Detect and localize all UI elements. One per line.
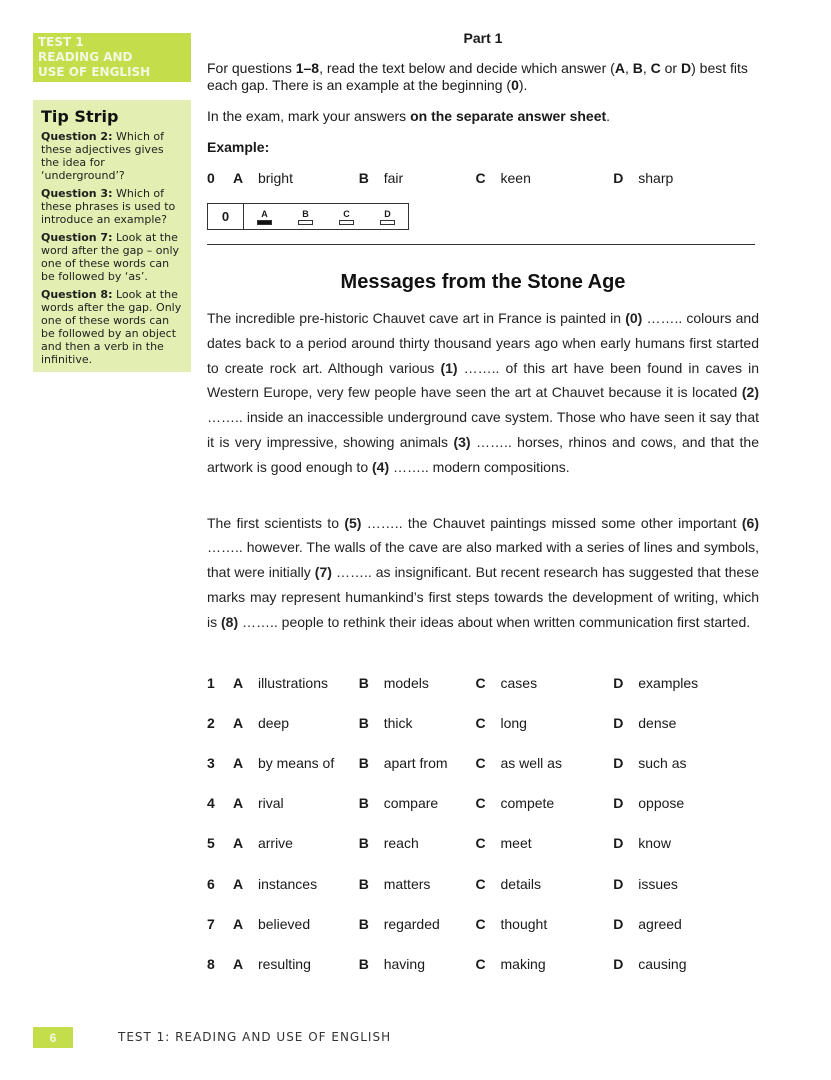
instr-bold: C xyxy=(650,60,661,76)
answer-option-d xyxy=(367,209,408,225)
gap-number: (3) xyxy=(453,433,471,450)
question-row xyxy=(207,944,759,984)
paragraph-text: …….. modern compositions. xyxy=(389,458,570,475)
option-letter: C xyxy=(475,915,486,932)
option-d xyxy=(613,755,759,771)
option-a xyxy=(233,916,359,932)
option-d xyxy=(613,795,759,811)
option-letter: A xyxy=(232,755,244,772)
option-word: keen xyxy=(500,170,531,186)
tip-text: Look at the word after the gap – only one of these words can be followed by ‘as’. xyxy=(41,231,180,283)
option-letter: A xyxy=(232,875,244,892)
question-number: 8 xyxy=(207,955,215,972)
answer-letter: D xyxy=(384,208,391,219)
question-number: 2 xyxy=(207,714,215,731)
option-b xyxy=(359,755,476,771)
question-row xyxy=(207,783,759,823)
answer-letter: B xyxy=(302,208,309,219)
option-word: models xyxy=(383,674,429,691)
article-title: Messages from the Stone Age xyxy=(340,271,626,293)
tip-strip-title: Tip Strip xyxy=(41,107,119,126)
badge-line: READING AND xyxy=(38,50,133,64)
question-number: 1 xyxy=(207,674,215,691)
option-word: arrive xyxy=(257,835,293,852)
instr-text: ). xyxy=(518,77,528,93)
option-letter: C xyxy=(475,714,486,731)
instr-text: , read the text below and decide which answer ( xyxy=(319,60,615,76)
option-b xyxy=(359,956,476,972)
tip-question: Question 8: xyxy=(41,288,113,301)
option-c xyxy=(476,876,614,892)
option-word: instances xyxy=(257,875,318,892)
option-b xyxy=(359,876,476,892)
paragraph-text: …….. as insignificant. But recent research has suggested that these marks may represent humankind’s first steps towards the development of writing, which is xyxy=(207,564,759,630)
option-a xyxy=(233,956,359,972)
option-c xyxy=(476,755,614,771)
option-c xyxy=(476,956,614,972)
tip-text: Which of these adjectives gives the idea for ‘underground’? xyxy=(41,130,165,182)
tip-item xyxy=(41,187,185,226)
option-word: illustrations xyxy=(257,674,328,691)
instr-bold: D xyxy=(680,60,692,76)
option-word: thought xyxy=(500,915,548,932)
option-letter: C xyxy=(475,835,486,852)
instr-text: or xyxy=(660,60,681,76)
question-number: 4 xyxy=(207,795,215,812)
paragraph-text: …….. people to rethink their ideas about when written communication first started. xyxy=(238,613,751,630)
option-letter: D xyxy=(613,835,624,852)
option-letter: C xyxy=(475,875,486,892)
question-row xyxy=(207,703,759,743)
page-number: 6 xyxy=(33,1027,73,1048)
option-word: bright xyxy=(257,170,293,186)
gap-number: (6) xyxy=(741,514,760,531)
paragraph-text: …….. horses, rhinos and cows, and that the artwork is good enough to xyxy=(207,433,759,475)
option-c xyxy=(476,835,614,851)
instr-text: For questions xyxy=(207,60,296,76)
option-d xyxy=(613,956,759,972)
instr-bold: 1–8 xyxy=(295,60,320,76)
instr-bold: B xyxy=(632,60,643,76)
option-word: know xyxy=(638,835,671,852)
option-word: thick xyxy=(383,714,413,731)
question-row xyxy=(207,743,759,783)
note-text: In the exam, mark your answers xyxy=(207,108,411,124)
option-word: dense xyxy=(638,714,677,731)
option-c xyxy=(476,916,614,932)
option-a xyxy=(233,795,359,811)
main-content xyxy=(207,30,759,984)
example-label: Example: xyxy=(207,139,270,155)
question-row xyxy=(207,904,759,944)
option-b xyxy=(359,170,476,186)
option-word: agreed xyxy=(638,915,682,932)
instr-text: , xyxy=(642,60,651,76)
option-word: reach xyxy=(383,835,419,852)
option-letter: B xyxy=(358,835,369,852)
question-number: 6 xyxy=(207,875,215,892)
option-a xyxy=(233,835,359,851)
option-word: rival xyxy=(257,795,284,812)
instr-text: ) best fits each gap. There is an example at the beginning ( xyxy=(207,60,748,93)
tip-strip xyxy=(33,100,191,372)
instr-bold: A xyxy=(614,60,625,76)
paragraph-text: The first scientists to xyxy=(207,514,345,531)
option-letter: B xyxy=(358,915,369,932)
gap-number: (1) xyxy=(440,359,458,376)
option-word: issues xyxy=(638,875,678,892)
answer-option-c xyxy=(326,209,367,225)
option-word: cases xyxy=(500,674,538,691)
option-letter: D xyxy=(613,875,624,892)
option-d xyxy=(613,916,759,932)
note-bold: on the separate answer sheet xyxy=(410,108,607,124)
option-word: having xyxy=(383,955,425,972)
option-word: matters xyxy=(383,875,431,892)
option-b xyxy=(359,835,476,851)
option-word: such as xyxy=(638,755,687,772)
option-word: as well as xyxy=(500,755,562,772)
option-letter: C xyxy=(475,755,486,772)
instr-bold: 0 xyxy=(511,77,519,93)
part-title: Part 1 xyxy=(463,30,503,46)
note-text: . xyxy=(606,108,611,124)
option-letter: C xyxy=(475,955,486,972)
gap-number: (2) xyxy=(741,384,759,401)
option-b xyxy=(359,795,476,811)
option-letter: C xyxy=(475,170,486,186)
option-d xyxy=(613,835,759,851)
answer-option-b xyxy=(285,209,326,225)
option-letter: C xyxy=(475,674,486,691)
answer-option-a xyxy=(244,209,285,225)
answer-mark xyxy=(380,220,395,225)
option-word: details xyxy=(500,875,541,892)
option-a xyxy=(233,170,359,186)
question-number: 0 xyxy=(207,170,215,186)
gap-number: (5) xyxy=(344,514,362,531)
option-letter: D xyxy=(613,795,624,812)
option-c xyxy=(476,675,614,691)
option-letter: B xyxy=(358,674,369,691)
option-c xyxy=(476,795,614,811)
option-letter: A xyxy=(232,955,244,972)
section-badge xyxy=(33,33,191,82)
question-number: 7 xyxy=(207,915,215,932)
option-letter: B xyxy=(358,755,369,772)
gap-number: (7) xyxy=(314,564,332,581)
option-word: apart from xyxy=(383,755,448,772)
tip-item xyxy=(41,130,185,182)
question-row xyxy=(207,864,759,904)
question-row xyxy=(207,663,759,703)
option-a xyxy=(233,755,359,771)
option-c xyxy=(476,715,614,731)
badge-line: TEST 1 xyxy=(38,35,84,49)
gap-number: (4) xyxy=(372,458,390,475)
option-word: regarded xyxy=(383,915,440,932)
option-c xyxy=(476,170,614,186)
option-letter: D xyxy=(613,714,624,731)
option-word: examples xyxy=(638,674,699,691)
option-word: long xyxy=(500,714,527,731)
option-word: meet xyxy=(500,835,532,852)
gap-number: (0) xyxy=(625,310,643,326)
paragraph-text: …….. inside an inaccessible underground cave system. Those who have seen it say that it is very impressive, showing animals xyxy=(207,409,759,450)
article-paragraph-2 xyxy=(207,511,759,635)
option-word: making xyxy=(500,955,546,972)
example-answer-box xyxy=(207,203,409,230)
option-word: compare xyxy=(383,795,439,812)
option-word: believed xyxy=(257,915,311,932)
answer-box-number: 0 xyxy=(208,204,244,229)
answer-mark xyxy=(257,220,272,225)
tip-text: Which of these phrases is used to introduce an example? xyxy=(41,187,176,226)
tip-item xyxy=(41,231,185,283)
option-letter: A xyxy=(232,915,244,932)
paragraph-text: …….. colours and dates back to a period around thirty thousand years ago when early humans first started to create rock art. Although various xyxy=(207,310,759,376)
option-b xyxy=(359,715,476,731)
answer-mark xyxy=(298,220,313,225)
option-letter: B xyxy=(358,795,369,812)
option-word: compete xyxy=(500,795,555,812)
option-letter: D xyxy=(613,955,624,972)
option-letter: B xyxy=(358,875,369,892)
option-letter: B xyxy=(358,955,369,972)
option-a xyxy=(233,675,359,691)
option-word: oppose xyxy=(638,795,685,812)
example-row xyxy=(207,168,759,188)
option-letter: D xyxy=(613,170,624,186)
answer-letter: C xyxy=(343,208,350,219)
option-letter: A xyxy=(232,674,244,691)
option-letter: D xyxy=(613,915,624,932)
instructions xyxy=(207,60,759,94)
instr-text: , xyxy=(624,60,633,76)
option-letter: D xyxy=(613,755,624,772)
option-word: fair xyxy=(383,170,404,186)
option-word: by means of xyxy=(257,755,335,772)
exam-note xyxy=(207,108,759,125)
option-word: causing xyxy=(638,955,687,972)
badge-line: USE OF ENGLISH xyxy=(38,65,151,79)
article-paragraph-1 xyxy=(207,306,759,480)
answer-letter: A xyxy=(261,208,268,219)
tip-question: Question 3: xyxy=(41,187,113,200)
tip-question: Question 2: xyxy=(41,130,113,143)
question-number: 5 xyxy=(207,835,215,852)
option-letter: A xyxy=(232,835,244,852)
divider xyxy=(207,244,755,245)
question-list xyxy=(207,663,759,985)
option-b xyxy=(359,916,476,932)
option-letter: A xyxy=(232,714,244,731)
tip-text: Look at the words after the gap. Only one of these words can be followed by an object and then a verb in the infinitive. xyxy=(41,288,182,366)
option-d xyxy=(613,170,759,186)
option-d xyxy=(613,876,759,892)
paragraph-text: …….. of this art have been found in caves in Western Europe, very few people have seen the art at Chauvet because it is located xyxy=(207,359,759,401)
option-letter: B xyxy=(358,714,369,731)
option-b xyxy=(359,675,476,691)
question-number: 3 xyxy=(207,755,215,772)
option-letter: A xyxy=(232,170,244,186)
option-d xyxy=(613,715,759,731)
option-letter: D xyxy=(613,674,624,691)
tip-item xyxy=(41,288,185,366)
option-letter: B xyxy=(358,170,369,186)
option-a xyxy=(233,715,359,731)
paragraph-text: …….. however. The walls of the cave are also marked with a series of lines and symbols, that were initially xyxy=(207,539,759,581)
answer-mark xyxy=(339,220,354,225)
footer-title: TEST 1: READING AND USE OF ENGLISH xyxy=(118,1030,392,1044)
option-letter: A xyxy=(232,795,244,812)
option-a xyxy=(233,876,359,892)
option-word: sharp xyxy=(638,170,674,186)
question-row xyxy=(207,823,759,863)
option-word: resulting xyxy=(257,955,311,972)
paragraph-text: …….. the Chauvet paintings missed some other important xyxy=(361,514,742,531)
paragraph-text: The incredible pre-historic Chauvet cave art in France is painted in xyxy=(207,310,626,326)
option-letter: C xyxy=(475,795,486,812)
gap-number: (8) xyxy=(221,613,239,630)
tip-question: Question 7: xyxy=(41,231,113,244)
option-d xyxy=(613,675,759,691)
option-word: deep xyxy=(257,714,290,731)
